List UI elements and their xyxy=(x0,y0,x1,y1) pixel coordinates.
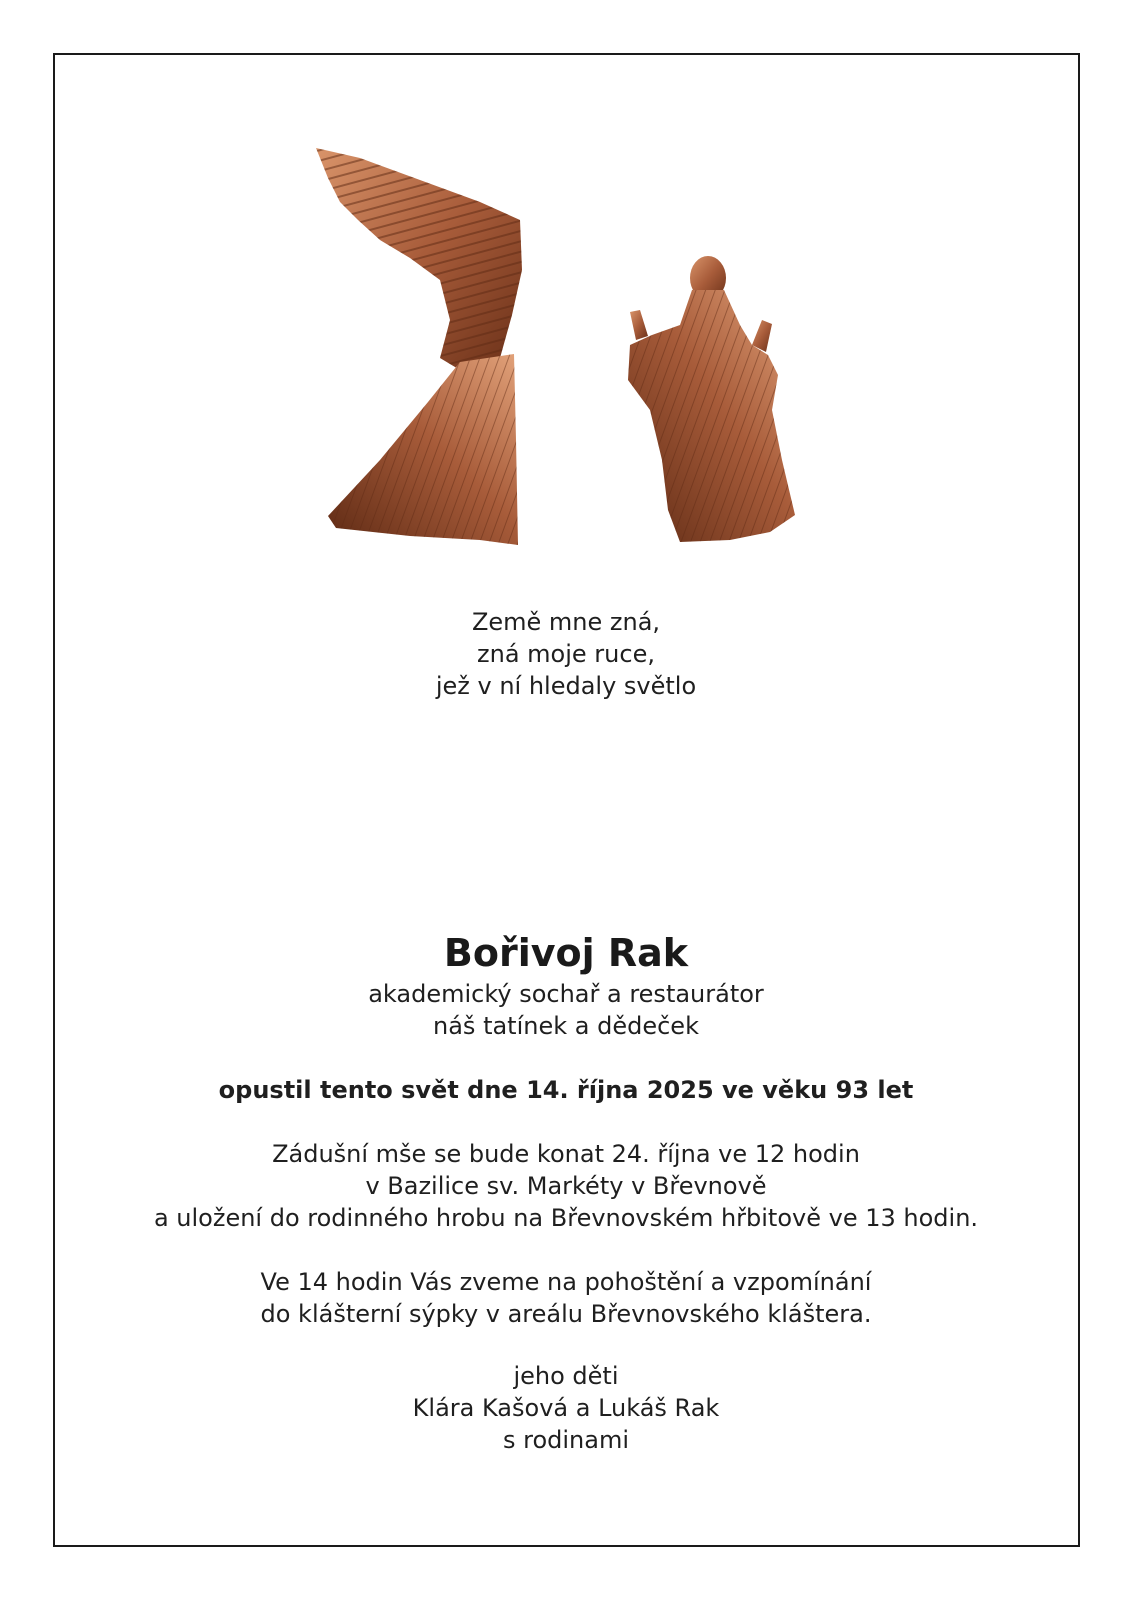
poem-line: Země mne zná, xyxy=(471,608,661,636)
death-notice xyxy=(0,1074,1132,1106)
poem-line: zná moje ruce, xyxy=(477,640,655,668)
deceased-relation: náš tatínek a dědeček xyxy=(433,1012,699,1040)
reception-info xyxy=(0,1266,1132,1330)
reception-line: do klášterní sýpky v areálu Břevnovského kláštera. xyxy=(260,1300,872,1328)
reception-line: Ve 14 hodin Vás zveme na pohoštění a vzpomínání xyxy=(260,1268,872,1296)
ceremony-line: a uložení do rodinného hrobu na Břevnovském hřbitově ve 13 hodin. xyxy=(153,1204,979,1232)
praying-figure-sculpture xyxy=(628,256,795,542)
signers-names: Klára Kašová a Lukáš Rak xyxy=(412,1394,720,1422)
angel-sculptures-image xyxy=(300,140,840,570)
wing-sculpture xyxy=(316,148,522,545)
poem-verse xyxy=(0,606,1132,702)
signers-line: jeho děti xyxy=(513,1362,619,1390)
poem-line: jež v ní hledaly světlo xyxy=(435,672,697,700)
ceremony-line: Zádušní mše se bude konat 24. října ve 12 hodin xyxy=(272,1140,860,1168)
signers-line: s rodinami xyxy=(502,1426,630,1454)
deceased-title: akademický sochař a restaurátor xyxy=(368,980,764,1008)
ceremony-line: v Bazilice sv. Markéty v Břevnově xyxy=(365,1172,767,1200)
deceased-block xyxy=(0,928,1132,1042)
signers-block xyxy=(0,1360,1132,1456)
ceremony-info xyxy=(0,1138,1132,1234)
death-notice-text: opustil tento svět dne 14. října 2025 ve věku 93 let xyxy=(218,1076,914,1104)
deceased-name: Bořivoj Rak xyxy=(443,931,689,975)
